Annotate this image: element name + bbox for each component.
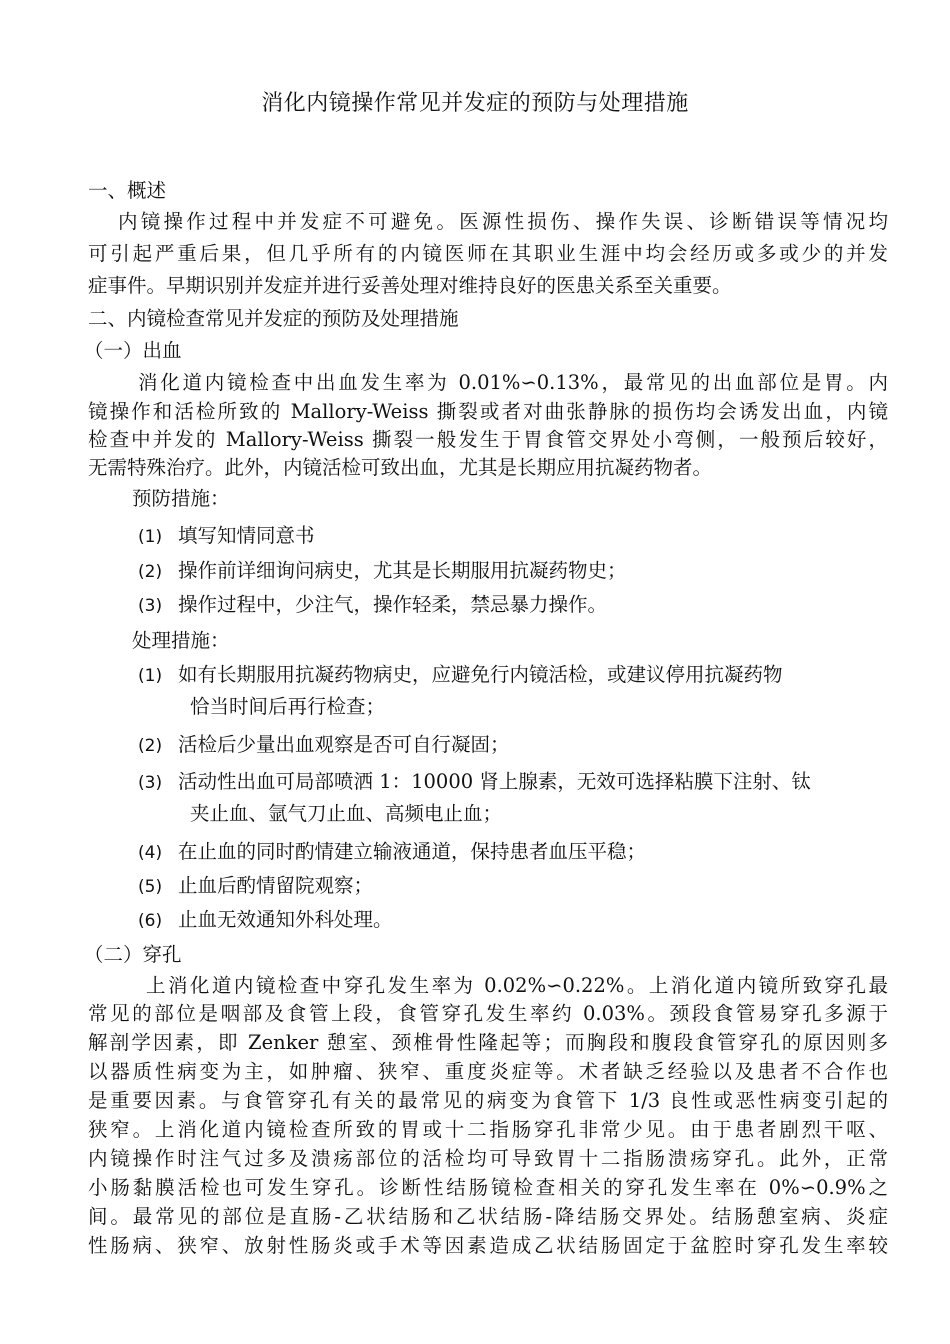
document-title: 消化内镜操作常见并发症的预防与处理措施: [261, 91, 689, 116]
paragraph-line: 症事件。早期识别并发症并进行妥善处理对维持良好的医患关系至关重要。: [88, 274, 732, 297]
list-number: (3): [138, 773, 163, 793]
paragraph-line: 常见的部位是咽部及食管上段，食管穿孔发生率约 0.03%。颈段食管易穿孔多源于: [88, 1002, 888, 1025]
treatment-label: 处理措施：: [132, 629, 230, 652]
list-text: 在止血的同时酌情建立输液通道，保持患者血压平稳；: [178, 840, 647, 863]
paragraph-line: 以器质性病变为主，如肿瘤、狭窄、重度炎症等。术者缺乏经验以及患者不合作也: [88, 1060, 888, 1083]
list-number: (3): [138, 596, 163, 616]
paragraph-line: 无需特殊治疗。此外，内镜活检可致出血，尤其是长期应用抗凝药物者。: [88, 456, 713, 479]
paragraph-line: 性肠病、狭窄、放射性肠炎或手术等因素造成乙状结肠固定于盆腔时穿孔发生率较: [88, 1234, 888, 1257]
list-item: [138, 906, 878, 935]
list-item: [138, 838, 878, 867]
list-item: [138, 872, 878, 901]
paragraph-line: 解剖学因素，即 Zenker 憩室、颈椎骨性隆起等；而胸段和腹段食管穿孔的原因则多: [88, 1031, 888, 1054]
list-text: 操作前详细询问病史，尤其是长期服用抗凝药物史；: [178, 559, 627, 582]
section-heading-overview: 一、概述: [88, 179, 167, 202]
paragraph-line: 小肠黏膜活检也可发生穿孔。诊断性结肠镜检查相关的穿孔发生率在 0%∽0.9%之: [88, 1176, 888, 1199]
paragraph-line: 上消化道内镜检查中穿孔发生率为 0.02%∽0.22%。上消化道内镜所致穿孔最: [146, 974, 888, 997]
list-text: 止血无效通知外科处理。: [178, 908, 393, 931]
list-item: [138, 557, 878, 586]
list-text: 止血后酌情留院观察；: [178, 874, 374, 897]
list-text: 填写知情同意书: [178, 524, 315, 547]
list-text: 活动性出血可局部喷洒 1：10000 肾上腺素，无效可选择粘膜下注射、钛: [178, 770, 811, 793]
list-item-continuation: 夹止血、氩气刀止血、高频电止血；: [190, 802, 503, 825]
section-heading-complications: 二、内镜检查常见并发症的预防及处理措施: [88, 307, 459, 330]
list-number: (1): [138, 666, 163, 686]
list-item: [138, 731, 878, 760]
list-text: 活检后少量出血观察是否可自行凝固；: [178, 733, 510, 756]
paragraph-line: 狭窄。上消化道内镜检查所致的胃或十二指肠穿孔非常少见。由于患者剧烈干呕、: [88, 1118, 888, 1141]
paragraph-line: 间。最常见的部位是直肠-乙状结肠和乙状结肠-降结肠交界处。结肠憩室病、炎症: [88, 1205, 888, 1228]
list-item: [138, 591, 878, 620]
prevention-label: 预防措施：: [132, 487, 230, 510]
list-number: (1): [138, 527, 163, 547]
paragraph-line: 内镜操作过程中并发症不可避免。医源性损伤、操作失误、诊断错误等情况均: [118, 210, 888, 233]
list-text: 操作过程中，少注气，操作轻柔，禁忌暴力操作。: [178, 593, 608, 616]
paragraph-line: 内镜操作时注气过多及溃疡部位的活检均可导致胃十二指肠溃疡穿孔。此外，正常: [88, 1147, 888, 1170]
paragraph-line: 镜操作和活检所致的 Mallory-Weiss 撕裂或者对曲张静脉的损伤均会诱发出血，内镜: [88, 400, 888, 423]
paragraph-line: 可引起严重后果，但几乎所有的内镜医师在其职业生涯中均会经历或多或少的并发: [88, 242, 888, 265]
list-number: (2): [138, 736, 163, 756]
list-item: [138, 661, 878, 690]
list-item: [138, 768, 878, 797]
list-item-continuation: 恰当时间后再行检查；: [190, 695, 386, 718]
paragraph-line: 检查中并发的 Mallory-Weiss 撕裂一般发生于胃食管交界处小弯侧，一般预后较好，: [88, 428, 888, 451]
subsection-heading-bleeding: （一）出血: [84, 339, 182, 362]
paragraph-line: 是重要因素。与食管穿孔有关的最常见的病变为食管下 1/3 良性或恶性病变引起的: [88, 1089, 888, 1112]
paragraph-line: 消化道内镜检查中出血发生率为 0.01%∽0.13%，最常见的出血部位是胃。内: [138, 371, 888, 394]
list-item: [138, 522, 878, 551]
list-text: 如有长期服用抗凝药物病史，应避免行内镜活检，或建议停用抗凝药物: [178, 663, 783, 686]
list-number: (2): [138, 562, 163, 582]
list-number: (6): [138, 911, 163, 931]
subsection-heading-perforation: （二）穿孔: [84, 943, 182, 966]
list-number: (5): [138, 877, 163, 897]
list-number: (4): [138, 843, 163, 863]
